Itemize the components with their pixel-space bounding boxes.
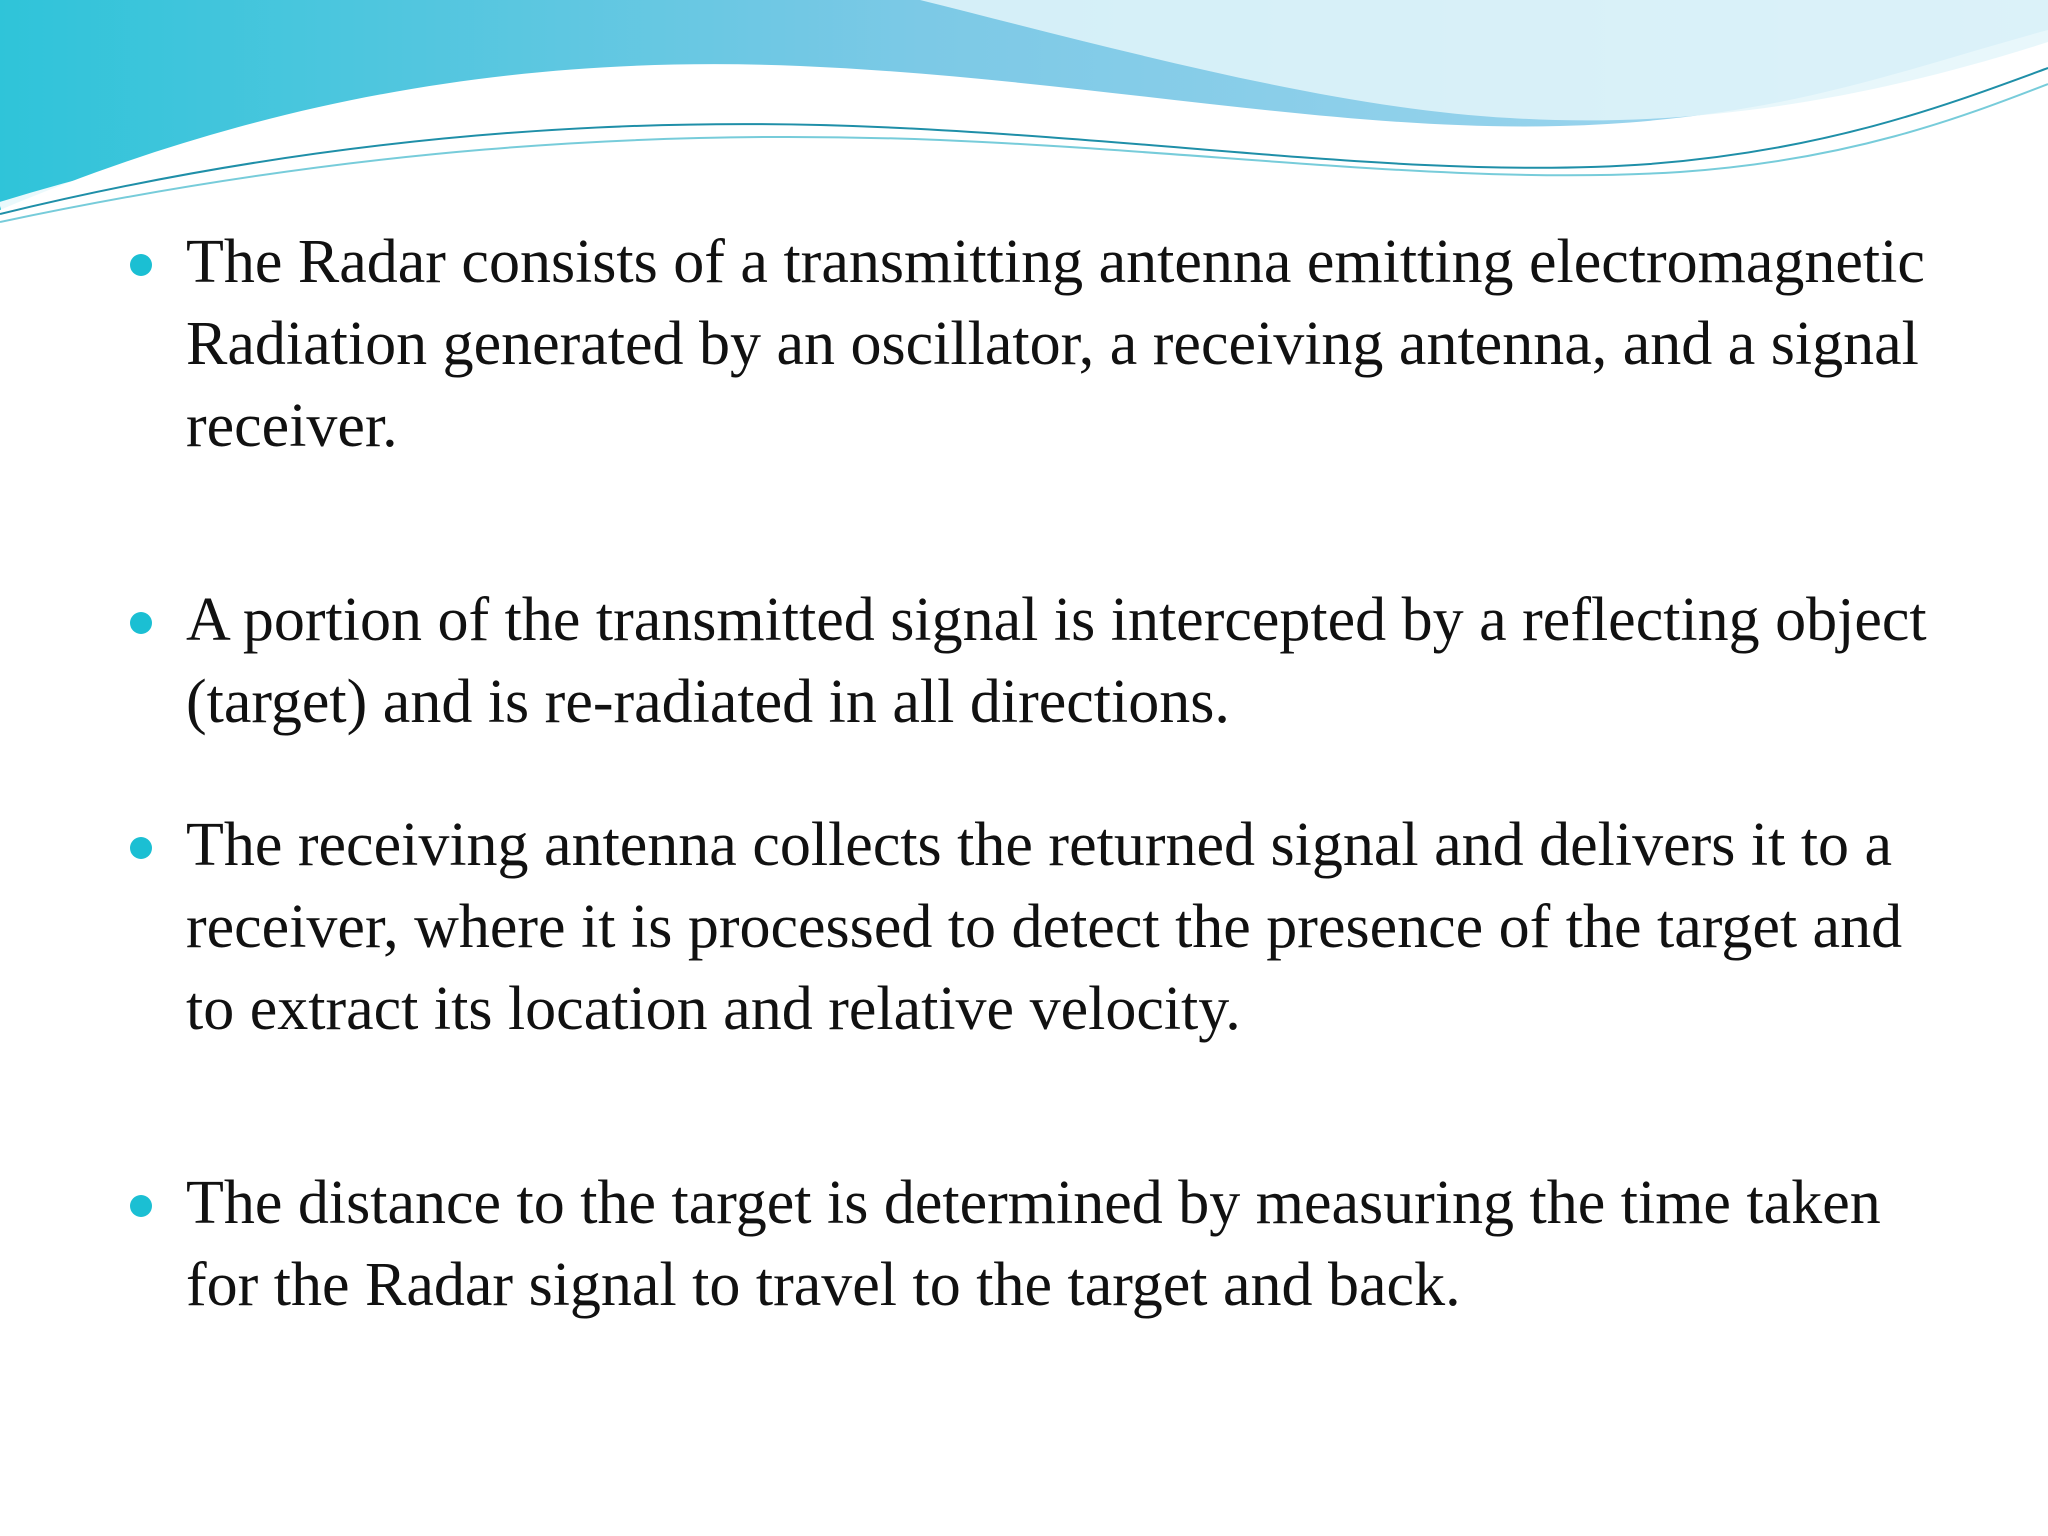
bullet-dot-icon <box>130 254 152 276</box>
bullet-dot-icon <box>130 612 152 634</box>
bullet-item-4 <box>186 1162 1946 1326</box>
bullet-item-2 <box>186 579 1946 743</box>
bullet-text: The distance to the target is determined by measuring the time taken for the Radar signal to travel to the target and back. <box>186 1169 1881 1319</box>
bullet-item-3 <box>186 804 1946 1050</box>
bullet-item-1 <box>186 221 1946 467</box>
bullet-text: A portion of the transmitted signal is intercepted by a reflecting object (target) and is re-radiated in all directions. <box>186 586 1927 736</box>
bullet-text: The Radar consists of a transmitting antenna emitting electromagnetic Radiation generated by an oscillator, a receiving antenna, and a signal receiver. <box>186 228 1925 460</box>
bullet-dot-icon <box>130 837 152 859</box>
bullet-dot-icon <box>130 1195 152 1217</box>
bullet-text: The receiving antenna collects the returned signal and delivers it to a receiver, where it is processed to detect the presence of the target and to extract its location and relative velocity. <box>186 811 1903 1043</box>
